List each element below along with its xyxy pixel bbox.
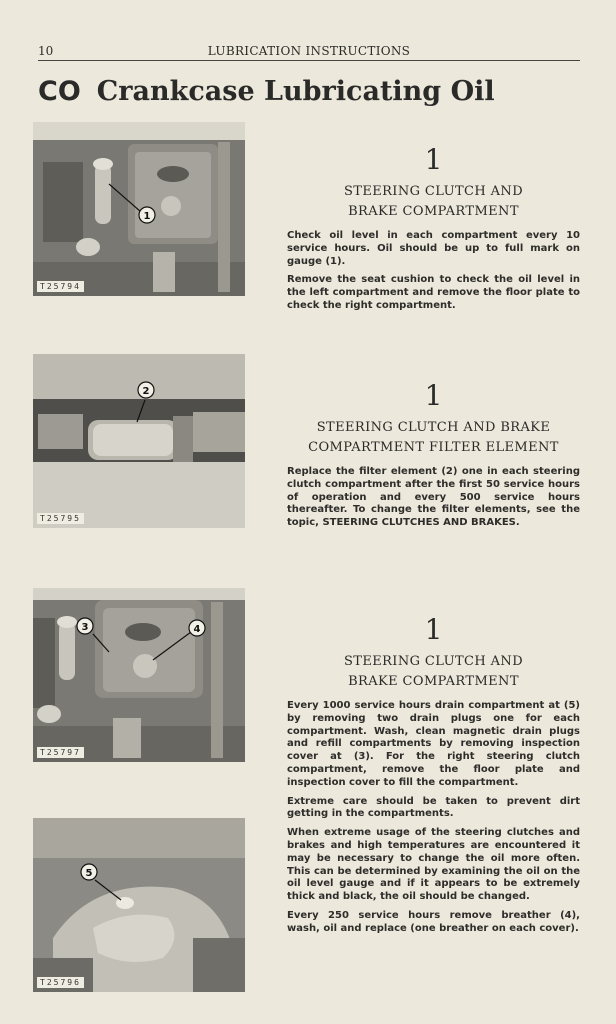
section-paragraph: Remove the seat cushion to check the oil level in the left compartment and remove the floor plate to check the right compartment. — [287, 274, 580, 311]
svg-text:4: 4 — [193, 624, 201, 635]
running-head: LUBRICATION INSTRUCTIONS — [207, 44, 411, 58]
section-oil-level-check — [287, 143, 580, 319]
section-title-line: STEERING CLUTCH AND — [343, 654, 524, 669]
section-number: 1 — [424, 143, 443, 176]
photo-code: T25796 — [37, 977, 84, 988]
page-title — [38, 76, 495, 107]
section-number: 1 — [424, 379, 443, 412]
page-header — [38, 44, 580, 61]
page-number: 10 — [38, 44, 54, 58]
section-title-line: STEERING CLUTCH AND BRAKE — [316, 420, 551, 435]
section-number: 1 — [424, 613, 443, 646]
section-title-line: BRAKE COMPARTMENT — [348, 204, 519, 219]
photo-oil-level-gauge — [33, 122, 245, 296]
section-paragraph: Replace the filter element (2) one in each steering clutch compartment after the first 50 service hours of operation and every 500 service hours thereafter. To change the filter elements, see the topic, STEERING CLUTCHES AND BRAKES. — [287, 466, 580, 529]
photo-code: T25794 — [37, 281, 84, 292]
photo-drain-plug-image — [33, 818, 245, 992]
svg-text:3: 3 — [81, 622, 89, 633]
svg-text:1: 1 — [143, 211, 151, 222]
lubricant-code: CO — [38, 76, 81, 107]
section-title-line: BRAKE COMPARTMENT — [348, 674, 519, 689]
photo-inspection-cover-breather-image — [33, 588, 245, 762]
section-paragraph: Extreme care should be taken to prevent dirt getting in the compartments. — [287, 795, 580, 820]
section-paragraph: Every 1000 service hours drain compartment at (5) by removing two drain plugs one for each compartment. Wash, clean magnetic drain plugs and refill compartments by removing inspection cover at (3). For the right steering clutch compartment, remove the floor plate and inspection cover to fill the compartment. — [287, 700, 580, 788]
section-paragraph: Every 250 service hours remove breather (4), wash, oil and replace (one breather on each cover). — [287, 909, 580, 934]
section-title-line: STEERING CLUTCH AND — [343, 184, 524, 199]
section-paragraph: When extreme usage of the steering clutches and brakes and high temperatures are encountered it may be necessary to change the oil more often. This can be determined by examining the oil on the oil level gauge and if it appears to be extremely thick and black, the oil should be changed. — [287, 827, 580, 903]
photo-drain-plug — [33, 818, 245, 992]
svg-text:5: 5 — [85, 868, 93, 879]
section-filter-element — [287, 379, 580, 536]
title-name: Crankcase Lubricating Oil — [96, 76, 495, 107]
section-drain-and-refill — [287, 613, 580, 942]
svg-text:2: 2 — [142, 386, 150, 397]
photo-code: T25797 — [37, 747, 84, 758]
photo-filter-element — [33, 354, 245, 528]
section-title-line: COMPARTMENT FILTER ELEMENT — [308, 440, 559, 455]
photo-filter-element-image — [33, 354, 245, 528]
photo-oil-level-gauge-image — [33, 122, 245, 296]
section-paragraph: Check oil level in each compartment every 10 service hours. Oil should be up to full mark on gauge (1). — [287, 230, 580, 267]
photo-code: T25795 — [37, 513, 84, 524]
photo-inspection-cover-breather — [33, 588, 245, 762]
